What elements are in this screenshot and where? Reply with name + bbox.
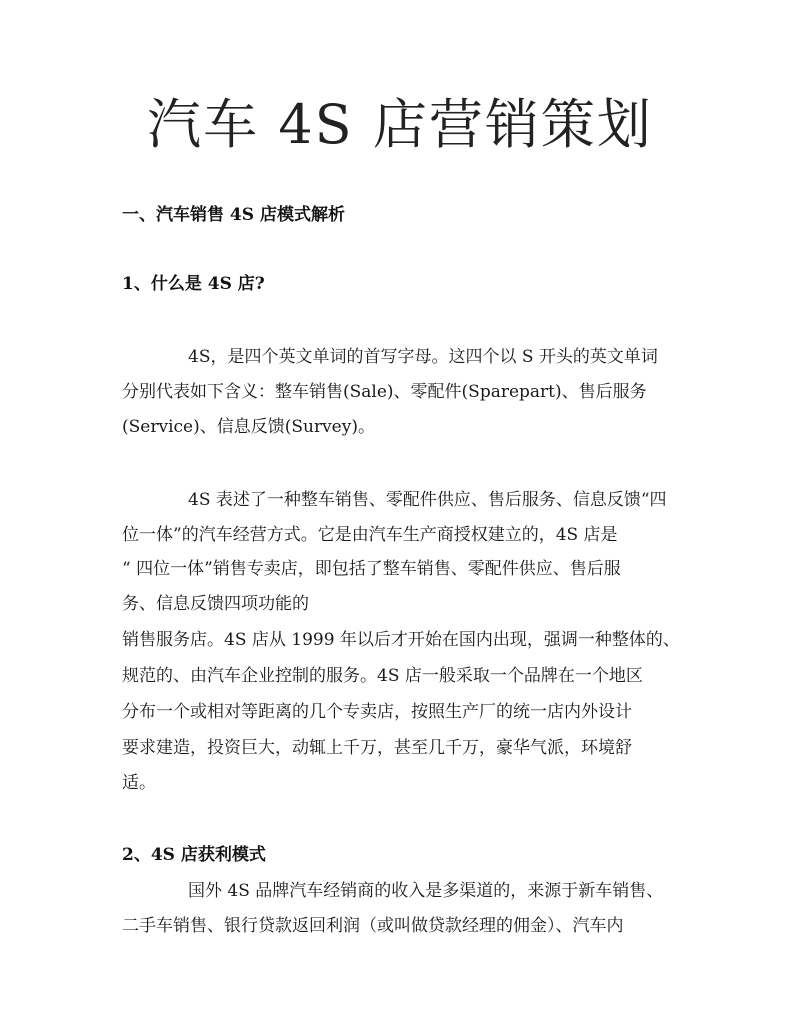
paragraph-2-line: 规范的、由汽车企业控制的服务。4S 店一般采取一个品牌在一个地区 [122, 666, 643, 686]
paragraph-2-line: 务、信息反馈四项功能的 [122, 594, 309, 614]
paragraph-2-line: 4S 表述了一种整车销售、零配件供应、售后服务、信息反馈“四 [188, 490, 667, 510]
paragraph-2-line: 位一体”的汽车经营方式。它是由汽车生产商授权建立的，4S 店是 [122, 525, 618, 545]
paragraph-2-line: 分布一个或相对等距离的几个专卖店，按照生产厂的统一店内外设计 [122, 702, 632, 722]
paragraph-3-line: 二手车销售、银行贷款返回利润（或叫做贷款经理的佣金）、汽车内 [122, 916, 624, 936]
section-heading: 一、汽车销售 4S 店模式解析 [122, 205, 345, 225]
paragraph-1-line: 4S，是四个英文单词的首写字母。这四个以 S 开头的英文单词 [188, 347, 658, 367]
paragraph-1-line: 分别代表如下含义：整车销售(Sale)、零配件(Sparepart)、售后服务 [122, 382, 647, 402]
paragraph-2-line: 销售服务店。4S 店从 1999 年以后才开始在国内出现，强调一种整体的、 [122, 630, 680, 650]
paragraph-2-line: “ 四位一体”销售专卖店，即包括了整车销售、零配件供应、售后服 [122, 559, 621, 579]
document-title: 汽车 4S 店营销策划 [147, 93, 653, 156]
question-heading-2: 2、4S 店获利模式 [122, 845, 266, 865]
paragraph-2-line: 要求建造，投资巨大，动辄上千万，甚至几千万，豪华气派，环境舒 [122, 738, 632, 758]
paragraph-3-line: 国外 4S 品牌汽车经销商的收入是多渠道的，来源于新车销售、 [188, 881, 664, 901]
paragraph-2-line: 适。 [122, 773, 156, 793]
paragraph-1-line: (Service)、信息反馈(Survey)。 [122, 417, 375, 437]
question-heading-1: 1、什么是 4S 店? [122, 274, 265, 294]
